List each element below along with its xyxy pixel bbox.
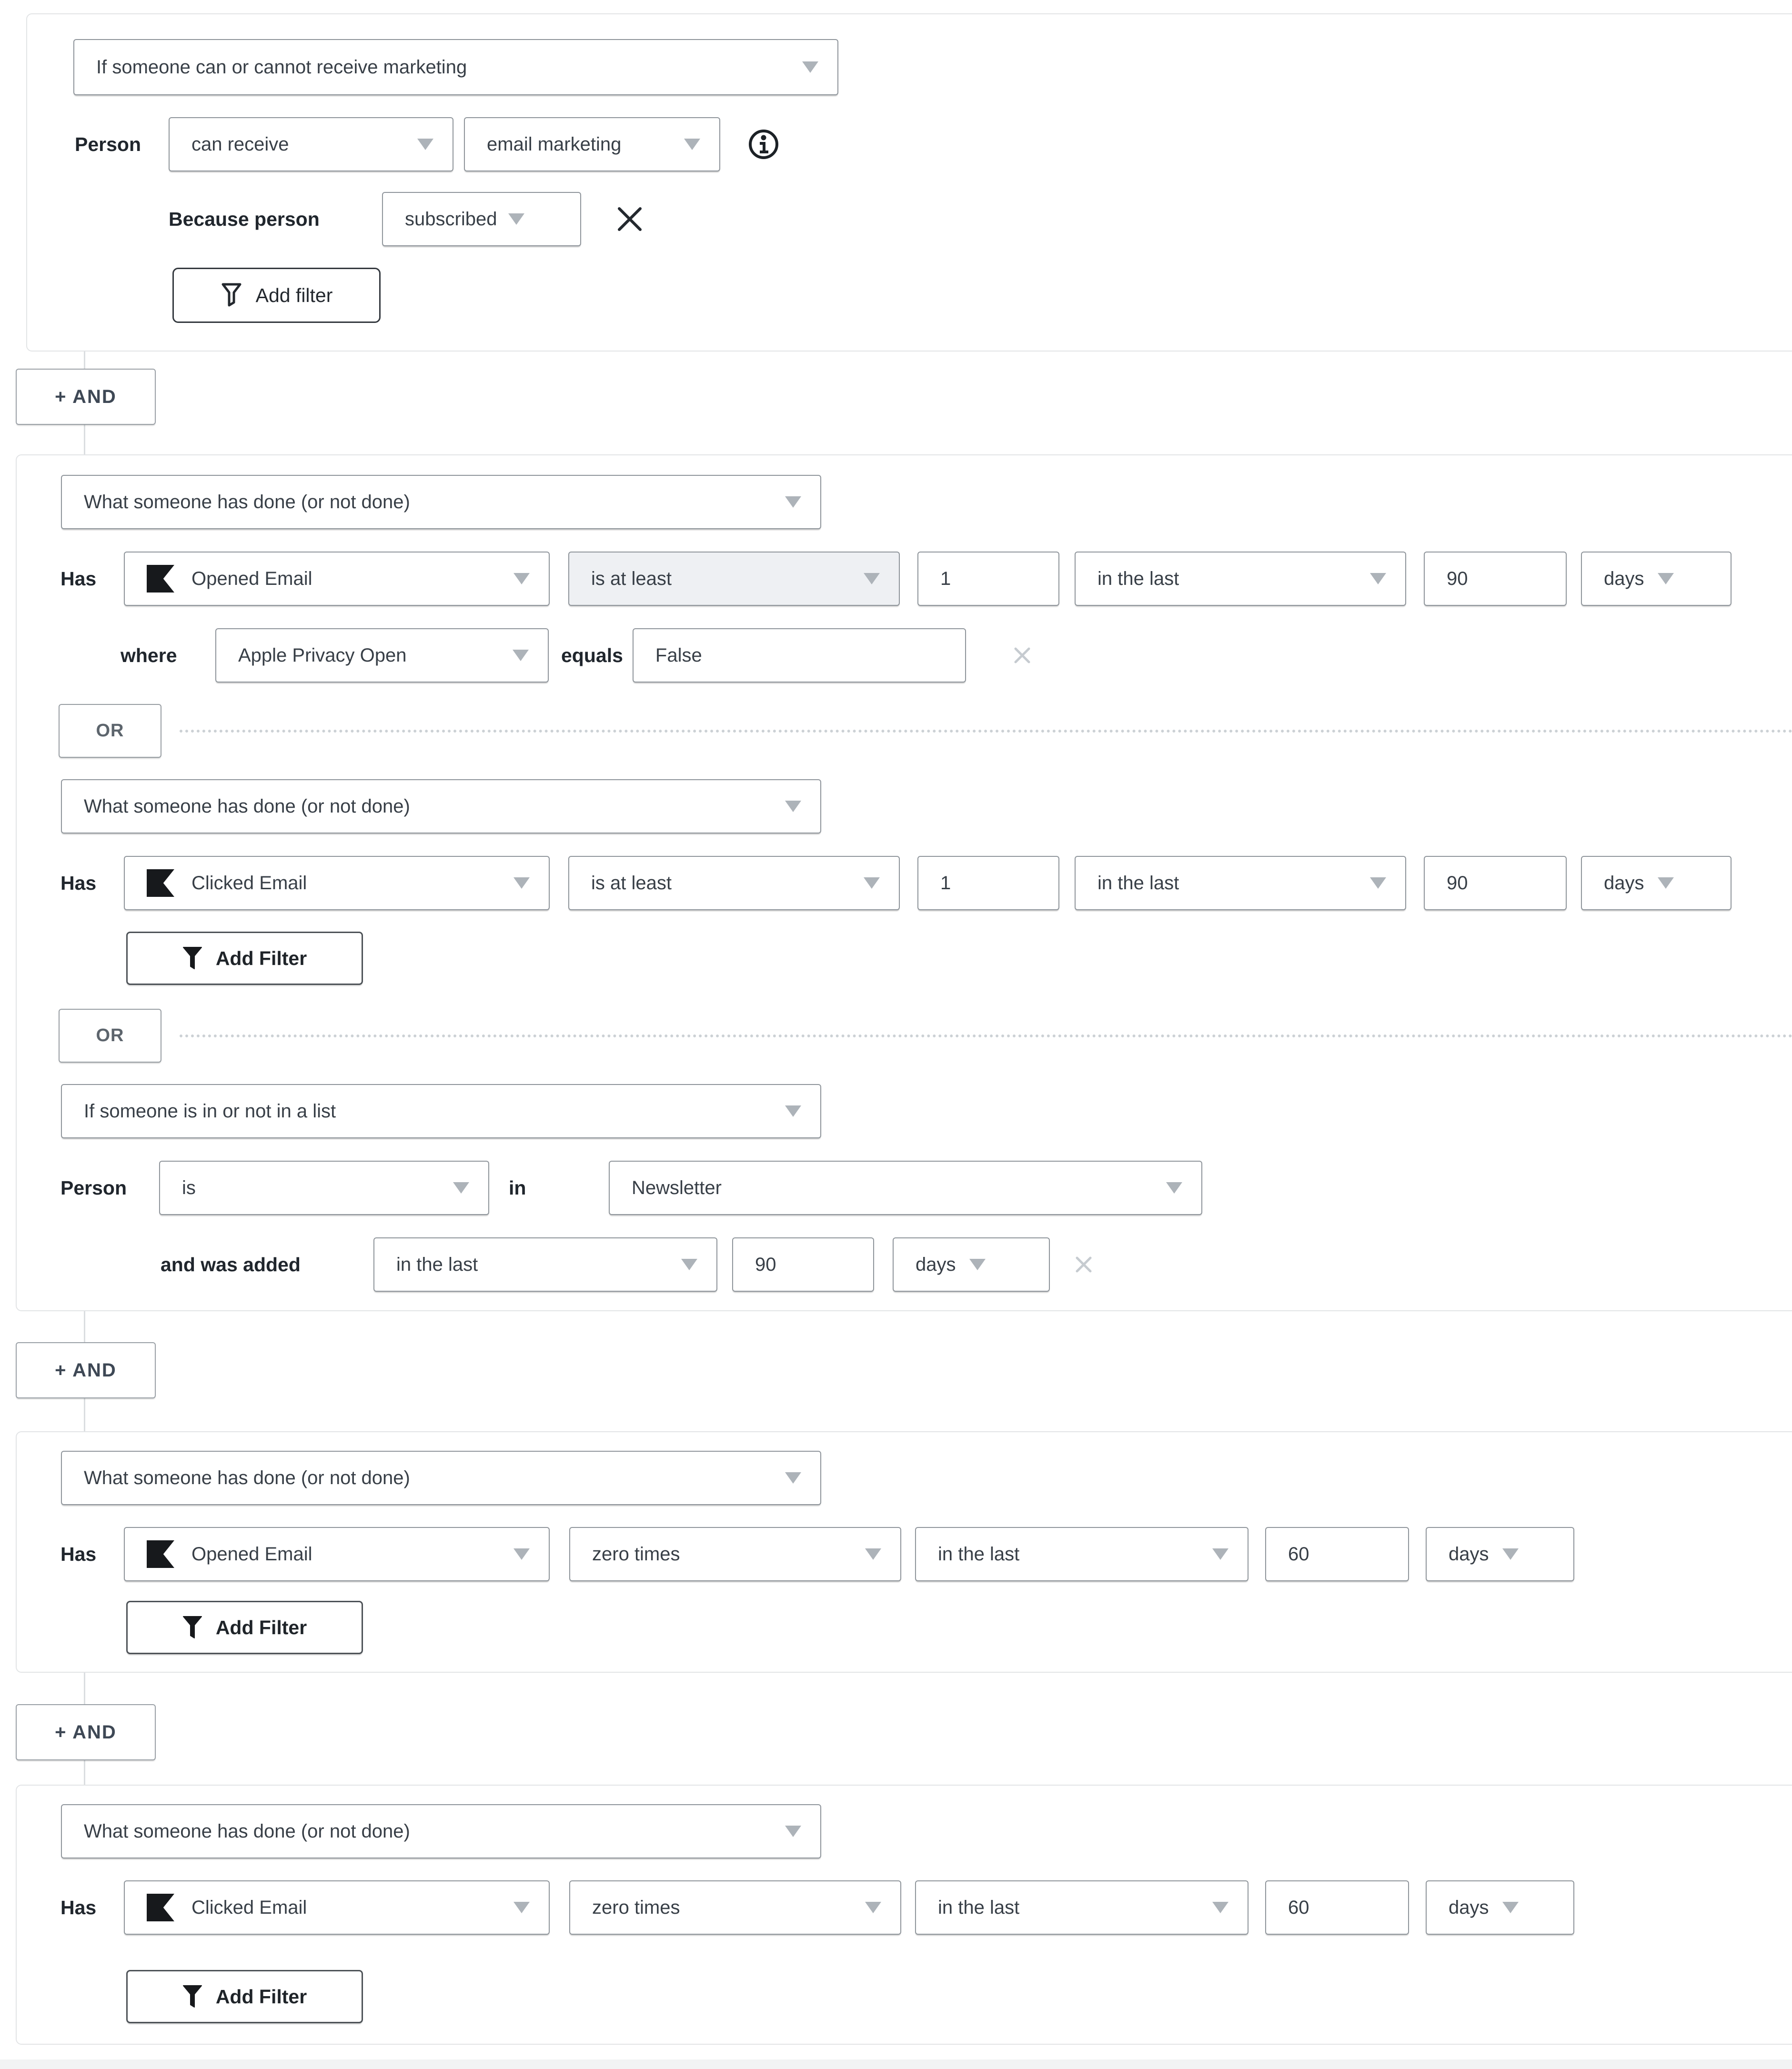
chevron-down-icon xyxy=(802,61,818,73)
condition-block-no-opens xyxy=(16,1431,1792,1673)
add-filter-button[interactable] xyxy=(126,932,363,985)
chevron-down-icon xyxy=(1212,1902,1228,1913)
timeframe-value: in the last xyxy=(1097,568,1179,589)
metric-value: Clicked Email xyxy=(191,872,307,894)
timeframe-select[interactable] xyxy=(915,1527,1248,1581)
in-label: in xyxy=(509,1176,526,1199)
list-verb-select[interactable] xyxy=(159,1161,489,1215)
condition-type-value: If someone can or cannot receive marketing xyxy=(96,56,467,78)
chevron-down-icon xyxy=(513,1548,530,1560)
chevron-down-icon xyxy=(417,139,433,150)
remove-filter-icon[interactable] xyxy=(1011,644,1033,666)
where-label: where xyxy=(121,644,177,666)
timeframe-select[interactable] xyxy=(1075,856,1406,910)
condition-type-select[interactable] xyxy=(61,1084,821,1138)
event-flag-icon xyxy=(147,1540,174,1568)
condition-block-marketing xyxy=(26,13,1792,352)
person-label: Person xyxy=(60,1176,127,1199)
chevron-down-icon xyxy=(513,877,530,889)
add-filter-label: Add Filter xyxy=(215,947,307,969)
time-unit-value: days xyxy=(1604,872,1644,894)
has-label: Has xyxy=(60,872,97,894)
quantifier-value: zero times xyxy=(592,1543,680,1565)
time-unit-select[interactable] xyxy=(1581,856,1732,910)
timeframe-value: in the last xyxy=(938,1543,1020,1565)
because-person-label: Because person xyxy=(169,208,320,230)
chevron-down-icon xyxy=(864,877,880,889)
person-label: Person xyxy=(75,133,141,155)
filter-funnel-icon xyxy=(182,946,202,970)
list-verb-value: is xyxy=(182,1177,196,1198)
condition-type-select[interactable] xyxy=(61,779,821,834)
timeframe-select[interactable] xyxy=(915,1880,1248,1935)
page-background-strip xyxy=(0,2059,1792,2069)
quantifier-value: zero times xyxy=(592,1897,680,1918)
chevron-down-icon xyxy=(1658,573,1674,584)
add-filter-button[interactable] xyxy=(126,1970,363,2023)
metric-value: Clicked Email xyxy=(191,1897,307,1918)
condition-type-select[interactable] xyxy=(61,475,821,529)
add-filter-button[interactable] xyxy=(126,1601,363,1654)
remove-filter-icon[interactable] xyxy=(1073,1254,1095,1276)
metric-select[interactable] xyxy=(124,552,550,606)
add-filter-label: Add Filter xyxy=(215,1616,307,1638)
condition-type-select[interactable] xyxy=(61,1451,821,1505)
event-flag-icon xyxy=(147,565,174,593)
filter-funnel-icon xyxy=(182,1985,202,2009)
chevron-down-icon xyxy=(1212,1548,1228,1560)
chevron-down-icon xyxy=(513,573,530,584)
event-flag-icon xyxy=(147,869,174,897)
add-filter-label: Add Filter xyxy=(215,1985,307,2008)
and-connector xyxy=(0,1673,1792,1785)
chevron-down-icon xyxy=(684,139,700,150)
time-unit-select[interactable] xyxy=(1426,1527,1574,1581)
filter-funnel-icon xyxy=(221,282,242,308)
event-flag-icon xyxy=(147,1894,174,1921)
channel-select[interactable] xyxy=(464,117,720,171)
timeframe-value-input[interactable]: 90 xyxy=(732,1237,874,1292)
chevron-down-icon xyxy=(508,213,524,225)
chevron-down-icon xyxy=(513,650,529,661)
timeframe-value-input[interactable]: 90 xyxy=(1424,552,1567,606)
timeframe-value: in the last xyxy=(396,1254,478,1275)
has-label: Has xyxy=(60,567,97,590)
timeframe-value-input[interactable]: 60 xyxy=(1265,1527,1409,1581)
metric-value: Opened Email xyxy=(191,568,312,589)
chevron-down-icon xyxy=(865,1548,881,1560)
condition-block-no-clicks xyxy=(16,1785,1792,2045)
timeframe-value: in the last xyxy=(938,1897,1020,1918)
consent-verb-value: can receive xyxy=(191,133,289,155)
chevron-down-icon xyxy=(785,496,801,508)
count-input[interactable]: 1 xyxy=(917,552,1059,606)
timeframe-value-input[interactable]: 60 xyxy=(1265,1880,1409,1935)
chevron-down-icon xyxy=(1370,877,1386,889)
chevron-down-icon xyxy=(1658,877,1674,889)
or-divider-line xyxy=(180,730,1792,733)
time-unit-select[interactable] xyxy=(1426,1880,1574,1935)
property-value: Apple Privacy Open xyxy=(238,644,407,666)
metric-select[interactable] xyxy=(124,1527,550,1581)
condition-type-select[interactable] xyxy=(73,39,838,95)
chevron-down-icon xyxy=(864,573,880,584)
list-value: Newsletter xyxy=(632,1177,722,1198)
chevron-down-icon xyxy=(785,801,801,812)
consent-reason-value: subscribed xyxy=(405,208,497,230)
or-connector-badge: OR xyxy=(59,704,161,758)
and-connector xyxy=(0,1311,1792,1431)
add-filter-label: Add filter xyxy=(255,284,333,306)
condition-type-value: What someone has done (or not done) xyxy=(84,1820,410,1842)
time-unit-value: days xyxy=(916,1254,956,1275)
time-unit-value: days xyxy=(1449,1897,1489,1918)
chevron-down-icon xyxy=(865,1902,881,1913)
metric-select[interactable] xyxy=(124,856,550,910)
quantifier-select[interactable] xyxy=(569,1527,901,1581)
chevron-down-icon xyxy=(1166,1182,1182,1194)
chevron-down-icon xyxy=(681,1259,697,1270)
and-was-added-label: and was added xyxy=(161,1253,301,1276)
timeframe-select[interactable] xyxy=(373,1237,717,1292)
quantifier-value: is at least xyxy=(591,872,672,894)
chevron-down-icon xyxy=(513,1902,530,1913)
segment-builder xyxy=(0,13,1792,2069)
property-select[interactable] xyxy=(215,628,549,683)
metric-select[interactable] xyxy=(124,1880,550,1935)
time-unit-value: days xyxy=(1604,568,1644,589)
has-label: Has xyxy=(60,1896,97,1918)
add-filter-button[interactable] xyxy=(172,268,381,323)
chevron-down-icon xyxy=(785,1826,801,1837)
condition-type-value: What someone has done (or not done) xyxy=(84,491,410,512)
time-unit-select[interactable] xyxy=(893,1237,1050,1292)
filter-funnel-icon xyxy=(182,1616,202,1639)
add-and-condition-button[interactable]: + AND xyxy=(16,369,156,425)
or-divider-line xyxy=(180,1034,1792,1037)
metric-value: Opened Email xyxy=(191,1543,312,1565)
time-unit-select[interactable] xyxy=(1581,552,1732,606)
and-connector xyxy=(0,352,1792,454)
condition-type-value: If someone is in or not in a list xyxy=(84,1100,336,1122)
condition-type-select[interactable] xyxy=(61,1804,821,1858)
condition-block-engagement xyxy=(16,454,1792,1311)
has-label: Has xyxy=(60,1543,97,1565)
chevron-down-icon xyxy=(969,1259,986,1270)
condition-type-value: What someone has done (or not done) xyxy=(84,795,410,817)
time-unit-value: days xyxy=(1449,1543,1489,1565)
chevron-down-icon xyxy=(1370,573,1386,584)
chevron-down-icon xyxy=(1502,1548,1519,1560)
info-icon[interactable] xyxy=(747,128,780,161)
add-and-condition-button[interactable]: + AND xyxy=(16,1704,156,1760)
list-select[interactable] xyxy=(609,1161,1202,1215)
quantifier-select[interactable] xyxy=(568,552,900,606)
timeframe-select[interactable] xyxy=(1075,552,1406,606)
quantifier-value: is at least xyxy=(591,568,672,589)
condition-type-value: What someone has done (or not done) xyxy=(84,1467,410,1488)
chevron-down-icon xyxy=(1502,1902,1519,1913)
consent-verb-select[interactable] xyxy=(169,117,453,171)
timeframe-value-input[interactable]: 90 xyxy=(1424,856,1567,910)
consent-reason-select[interactable] xyxy=(382,192,581,246)
equals-label: equals xyxy=(561,644,623,666)
chevron-down-icon xyxy=(453,1182,469,1194)
channel-value: email marketing xyxy=(487,133,622,155)
quantifier-select[interactable] xyxy=(569,1880,901,1935)
or-connector-badge: OR xyxy=(59,1009,161,1063)
timeframe-value: in the last xyxy=(1097,872,1179,894)
property-value-input[interactable]: False xyxy=(633,628,966,683)
add-and-condition-button[interactable]: + AND xyxy=(16,1342,156,1398)
chevron-down-icon xyxy=(785,1472,801,1484)
count-input[interactable]: 1 xyxy=(917,856,1059,910)
quantifier-select[interactable] xyxy=(568,856,900,910)
chevron-down-icon xyxy=(785,1105,801,1117)
close-icon[interactable] xyxy=(614,204,645,234)
